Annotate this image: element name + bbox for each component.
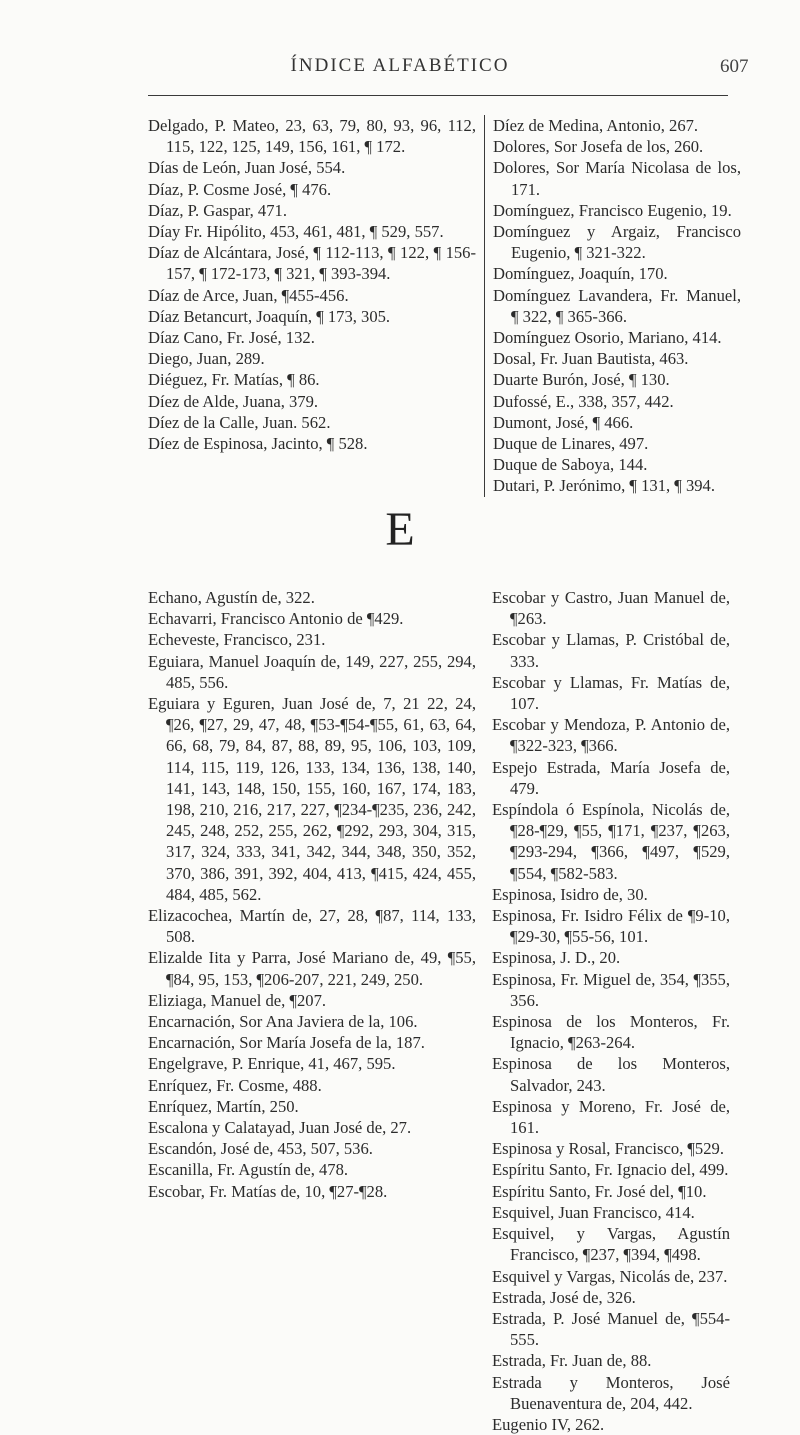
index-entry: Dufossé, E., 338, 357, 442. <box>493 391 674 411</box>
index-entry: Díaz Cano, Fr. José, 132. <box>148 328 315 348</box>
index-entry: Eliziaga, Manuel de, ¶207. <box>148 990 327 1010</box>
index-entry: Díaz, P. Gaspar, 471. <box>148 200 287 220</box>
index-entry: Esquivel, y Vargas, Agustín Francisco, ¶237, ¶394, ¶498. <box>492 1224 730 1265</box>
index-entry: Espíritu Santo, Fr. Ignacio del, 499. <box>492 1160 729 1180</box>
index-entry: Duarte Burón, José, ¶ 130. <box>493 370 670 390</box>
index-entry: Espinosa, J. D., 20. <box>492 948 621 968</box>
index-entry: Estrada, Fr. Juan de, 88. <box>492 1351 652 1371</box>
index-entry: Domínguez Lavandera, Fr. Manuel, ¶ 322, ¶ 365-366. <box>493 285 741 326</box>
index-entry: Engelgrave, P. Enrique, 41, 467, 595. <box>148 1054 396 1074</box>
index-entry: Estrada, José de, 326. <box>492 1287 636 1307</box>
header-rule <box>148 95 728 96</box>
index-entry: Enríquez, Fr. Cosme, 488. <box>148 1075 322 1095</box>
section-d-right-column <box>484 115 741 497</box>
index-entry: Duque de Linares, 497. <box>493 434 649 454</box>
page-number: 607 <box>720 56 749 77</box>
index-entry: Delgado, P. Mateo, 23, 63, 79, 80, 93, 96, 112, 115, 122, 125, 149, 156, 161, ¶ 172. <box>148 116 476 157</box>
index-entry: Espinosa de los Monteros, Salvador, 243. <box>492 1054 730 1095</box>
index-entry: Espinosa, Isidro de, 30. <box>492 884 648 904</box>
index-entry: Echeveste, Francisco, 231. <box>148 630 326 650</box>
index-entry: Escobar y Castro, Juan Manuel de, ¶263. <box>492 588 730 629</box>
index-entry: Escobar, Fr. Matías de, 10, ¶27-¶28. <box>148 1181 388 1201</box>
index-entry: Domínguez Osorio, Mariano, 414. <box>493 328 722 348</box>
index-entry: Esquivel, Juan Francisco, 414. <box>492 1202 695 1222</box>
index-entry: Díay Fr. Hipólito, 453, 461, 481, ¶ 529, 557. <box>148 222 444 242</box>
index-entry: Díaz de Arce, Juan, ¶455-456. <box>148 285 349 305</box>
index-entry: Eguiara y Eguren, Juan José de, 7, 21 22, 24, ¶26, ¶27, 29, 47, 48, ¶53-¶54-¶55, 61, 63, 64, 66, 68, 79, 84, 87, 88, 89, 95, 106, 103, 109, 114, 115, 119, 126, 133, 134, 136, 138, 140, 141, 143, 148, 150, 155, 160, 167, 174, 183, 198, 210, 216, 217, 227, ¶234-¶235, 236, 242, 245, 248, 252, 255, 262, ¶292, 293, 304, 315, 317, 324, 333, 341, 342, 344, 348, 350, 352, 370, 386, 391, 392, 404, 413, ¶415, 424, 455, 484, 485, 562. <box>148 694 476 904</box>
index-entry: Díez de Alde, Juana, 379. <box>148 391 319 411</box>
index-entry: Diego, Juan, 289. <box>148 349 265 369</box>
index-entry: Elizacochea, Martín de, 27, 28, ¶87, 114, 133, 508. <box>148 906 476 947</box>
index-entry: Duque de Saboya, 144. <box>493 455 648 475</box>
index-entry: Dolores, Sor María Nicolasa de los, 171. <box>493 158 741 199</box>
index-entry: Espíritu Santo, Fr. José del, ¶10. <box>492 1181 707 1201</box>
index-entry: Espinosa de los Monteros, Fr. Ignacio, ¶263-264. <box>492 1012 730 1053</box>
index-entry: Díez de la Calle, Juan. 562. <box>148 412 331 432</box>
index-entry: Dosal, Fr. Juan Bautista, 463. <box>493 349 689 369</box>
index-entry: Espinosa, Fr. Miguel de, 354, ¶355, 356. <box>492 969 730 1010</box>
section-e-left-column <box>148 587 476 1202</box>
index-entry: Domínguez, Joaquín, 170. <box>493 264 668 284</box>
index-entry: Estrada, P. José Manuel de, ¶554-555. <box>492 1308 730 1350</box>
index-entry: Escanilla, Fr. Agustín de, 478. <box>148 1160 349 1180</box>
index-entry: Esquivel y Vargas, Nicolás de, 237. <box>492 1266 728 1286</box>
index-entry: Espinosa, Fr. Isidro Félix de ¶9-10, ¶29-30, ¶55-56, 101. <box>492 906 730 947</box>
index-entry: Escobar y Mendoza, P. Antonio de, ¶322-323, ¶366. <box>492 715 730 756</box>
index-entry: Estrada y Monteros, José Buenaventura de, 204, 442. <box>492 1372 730 1413</box>
index-entry: Escobar y Llamas, Fr. Matías de, 107. <box>492 672 730 714</box>
index-entry: Díez de Medina, Antonio, 267. <box>493 116 699 135</box>
index-entry: Espíndola ó Espínola, Nicolás de, ¶28-¶29, ¶55, ¶171, ¶237, ¶263, ¶293-294, ¶366, ¶497, ¶529, ¶554, ¶582-583. <box>492 800 730 883</box>
section-d-left-column <box>148 115 476 454</box>
index-entry: Echano, Agustín de, 322. <box>148 588 315 607</box>
index-entry: Díaz Betancurt, Joaquín, ¶ 173, 305. <box>148 306 391 326</box>
index-entry: Dutari, P. Jerónimo, ¶ 131, ¶ 394. <box>493 476 715 496</box>
index-entry: Díaz de Alcántara, José, ¶ 112-113, ¶ 122, ¶ 156-157, ¶ 172-173, ¶ 321, ¶ 393-394. <box>148 243 476 284</box>
index-entry: Escobar y Llamas, P. Cristóbal de, 333. <box>492 630 730 671</box>
index-entry: Dumont, José, ¶ 466. <box>493 412 634 432</box>
index-entry: Echavarri, Francisco Antonio de ¶429. <box>148 609 404 629</box>
index-entry: Elizalde Iita y Parra, José Mariano de, 49, ¶55, ¶84, 95, 153, ¶206-207, 221, 249, 250. <box>148 948 476 989</box>
index-entry: Díaz, P. Cosme José, ¶ 476. <box>148 179 332 199</box>
index-entry: Dolores, Sor Josefa de los, 260. <box>493 137 704 157</box>
index-entry: Encarnación, Sor María Josefa de la, 187. <box>148 1033 425 1053</box>
index-entry: Domínguez y Argaiz, Francisco Eugenio, ¶ 321-322. <box>493 222 741 263</box>
index-entry: Eguiara, Manuel Joaquín de, 149, 227, 255, 294, 485, 556. <box>148 651 476 692</box>
index-entry: Espinosa y Moreno, Fr. José de, 161. <box>492 1096 730 1138</box>
index-entry: Enríquez, Martín, 250. <box>148 1096 299 1116</box>
index-entry: Diéguez, Fr. Matías, ¶ 86. <box>148 370 320 390</box>
index-entry: Espejo Estrada, María Josefa de, 479. <box>492 757 730 798</box>
index-entry: Escalona y Calatayad, Juan José de, 27. <box>148 1118 412 1138</box>
index-entry: Espinosa y Rosal, Francisco, ¶529. <box>492 1139 724 1159</box>
index-entry: Escandón, José de, 453, 507, 536. <box>148 1139 373 1159</box>
page-header-title: ÍNDICE ALFABÉTICO <box>290 55 510 76</box>
index-entry: Eugenio IV, 262. <box>492 1414 605 1434</box>
index-entry: Domínguez, Francisco Eugenio, 19. <box>493 200 732 220</box>
section-e-right-column <box>492 587 730 1435</box>
section-letter-e: E <box>385 503 415 556</box>
index-entry: Encarnación, Sor Ana Javiera de la, 106. <box>148 1012 418 1032</box>
index-entry: Díez de Espinosa, Jacinto, ¶ 528. <box>148 434 368 454</box>
index-entry: Días de León, Juan José, 554. <box>148 158 346 178</box>
